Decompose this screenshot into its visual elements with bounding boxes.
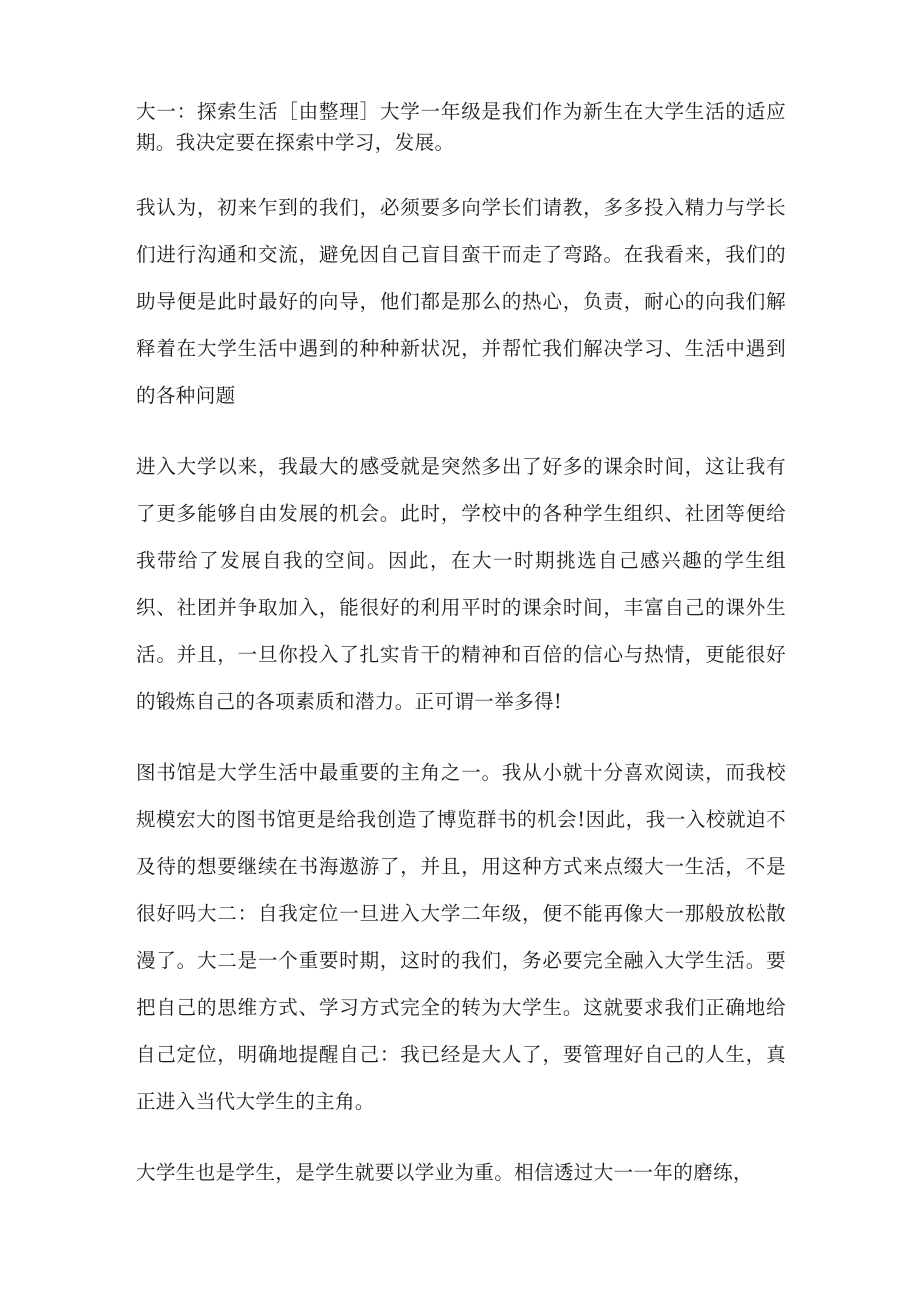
paragraph-seniors-advice: 我认为，初来乍到的我们，必须要多向学长们请教，多多投入精力与学长们进行沟通和交流，避免因自己盲目蛮干而走了弯路。在我看来，我们的助导便是此时最好的向导，他们都是那么的热心，负责，耐心的向我们解释着在大学生活中遇到的种种新状况，并帮忙我们解决学习、生活中遇到的各种问题 (136, 196, 786, 407)
paragraph-academics: 大学生也是学生，是学生就要以学业为重。相信透过大一一年的磨练， (136, 1161, 753, 1184)
paragraph-free-time: 进入大学以来，我最大的感受就是突然多出了好多的课余时间，这让我有了更多能够自由发展的机会。此时，学校中的各种学生组织、社团等便给我带给了发展自我的空间。因此，在大一时期挑选自己感兴趣的学生组织、社团并争取加入，能很好的利用平时的课余时间，丰富自己的课外生活。并且，一旦你投入了扎实肯干的精神和百倍的信心与热情，更能很好的锻炼自己的各项素质和潜力。正可谓一举多得! (136, 455, 786, 713)
paragraph-library: 图书馆是大学生活中最重要的主角之一。我从小就十分喜欢阅读，而我校规模宏大的图书馆更是给我创造了博览群书的机会!因此，我一入校就迫不及待的想要继续在书海遨游了，并且，用这种方式来点缀大一生活，不是很好吗大二：自我定位一旦进入大学二年级，便不能再像大一那般放松散漫了。大二是一个重要时期，这时的我们，务必要完全融入大学生活。要把自己的思维方式、学习方式完全的转为大学生。这就要求我们正确地给自己定位，明确地提醒自己：我已经是大人了，要管理好自己的人生，真正进入当代大学生的主角。 (136, 761, 786, 1113)
paragraph-intro: 大一：探索生活［由整理］大学一年级是我们作为新生在大学生活的适应期。我决定要在探索中学习，发展。 (136, 100, 786, 154)
document-page (136, 96, 786, 1220)
